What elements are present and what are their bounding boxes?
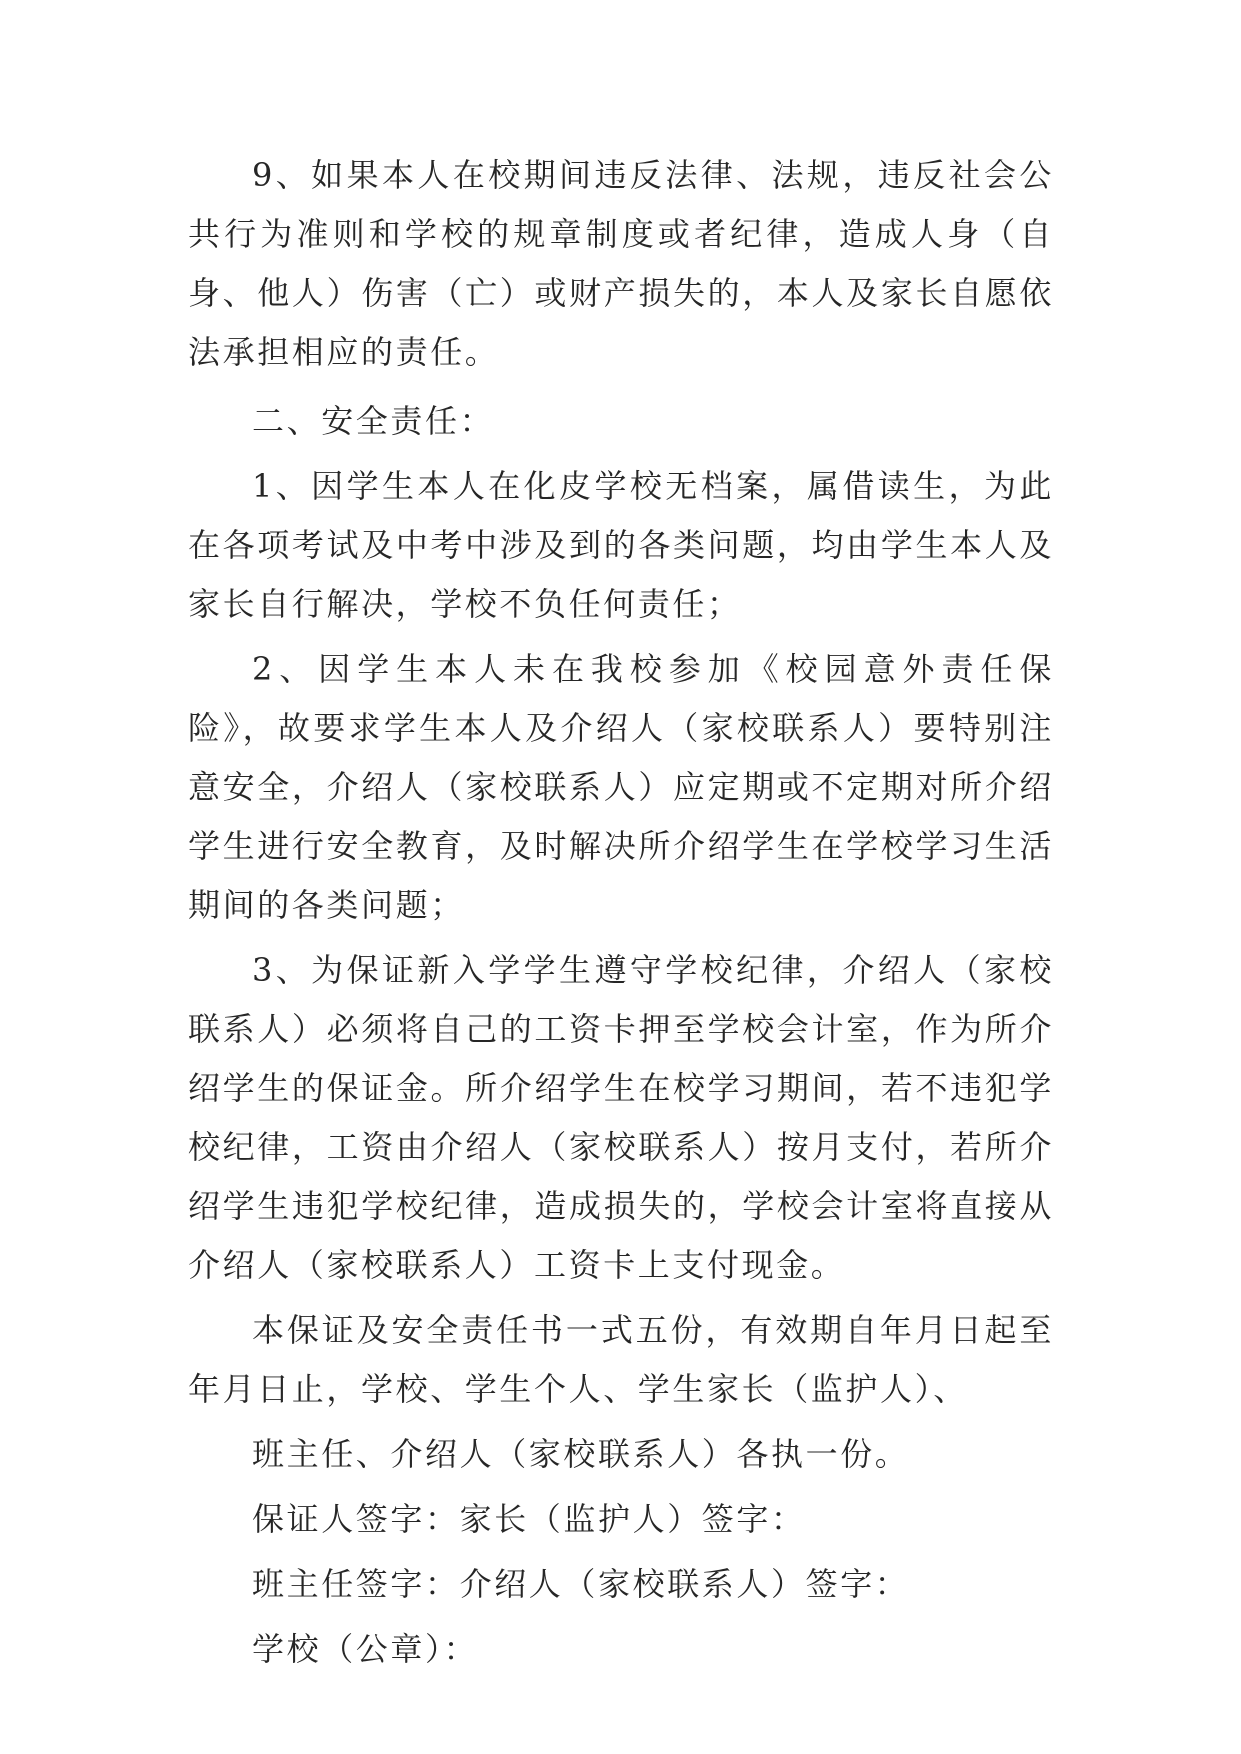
guarantor-signature-line: 保证人签字：家长（监护人）签字：: [252, 1500, 806, 1538]
school-seal-line: 学校（公章）：: [252, 1630, 479, 1668]
section-heading-safety-responsibility: 二、安全责任：: [252, 402, 495, 440]
clause-1-paragraph: 1、因学生本人在化皮学校无档案，属借读生，为此在各项考试及中考中涉及到的各类问题，均由学生本人及家长自行解决，学校不负任何责任；: [188, 467, 1054, 623]
clause-2-paragraph: 2、因学生本人未在我校参加《校园意外责任保险》，故要求学生本人及介绍人（家校联系人）要特别注意安全，介绍人（家校联系人）应定期或不定期对所介绍学生进行安全教育，及时解决所介绍学生在学校学习生活期间的各类问题；: [188, 650, 1054, 924]
copies-paragraph: 班主任、介绍人（家校联系人）各执一份。: [252, 1435, 910, 1473]
document-page: [188, 146, 1054, 1679]
clause-3-paragraph: 3、为保证新入学学生遵守学校纪律，介绍人（家校联系人）必须将自己的工资卡押至学校会计室，作为所介绍学生的保证金。所介绍学生在校学习期间，若不违犯学校纪律，工资由介绍人（家校联系人）按月支付，若所介绍学生违犯学校纪律，造成损失的，学校会计室将直接从介绍人（家校联系人）工资卡上支付现金。: [188, 951, 1054, 1284]
clause-9-paragraph: 9、如果本人在校期间违反法律、法规，违反社会公共行为准则和学校的规章制度或者纪律，造成人身（自身、他人）伤害（亡）或财产损失的，本人及家长自愿依法承担相应的责任。: [188, 156, 1054, 371]
validity-paragraph: 本保证及安全责任书一式五份，有效期自年月日起至年月日止，学校、学生个人、学生家长（监护人）、: [188, 1311, 1054, 1408]
teacher-signature-line: 班主任签字：介绍人（家校联系人）签字：: [252, 1565, 910, 1603]
